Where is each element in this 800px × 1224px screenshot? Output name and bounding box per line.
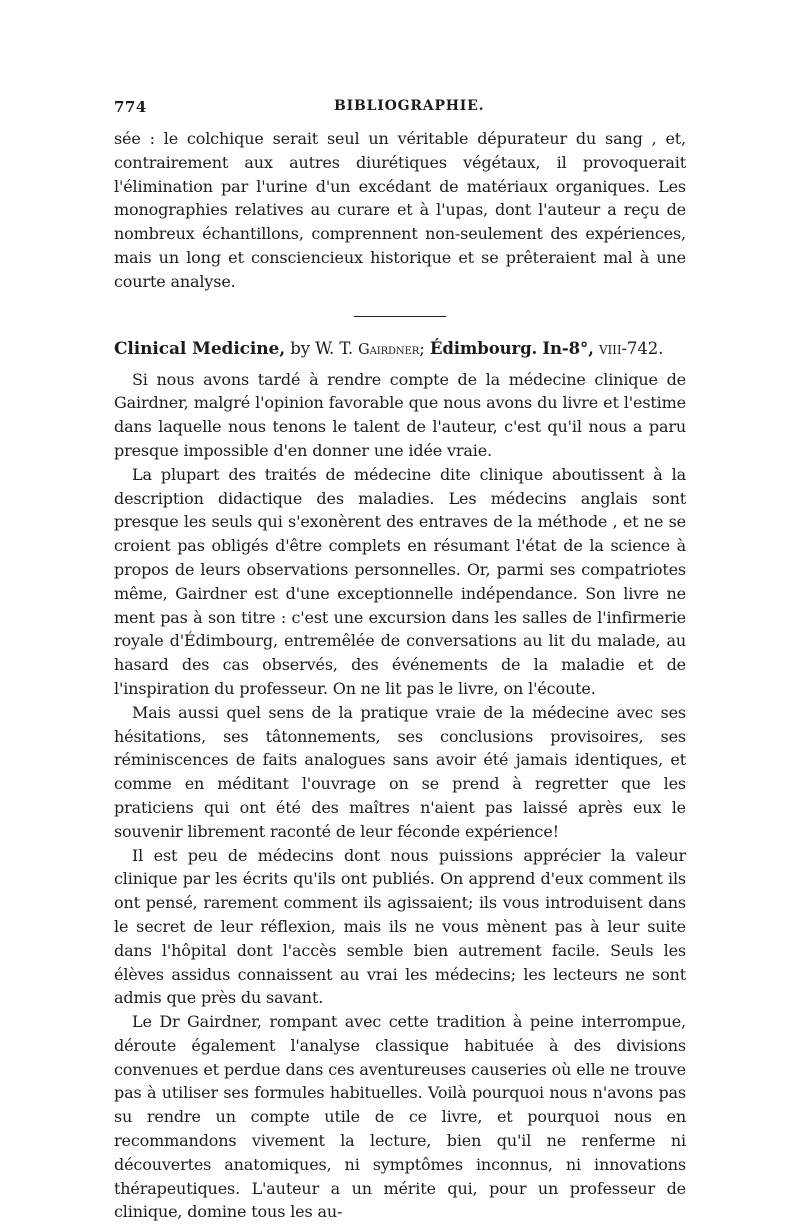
book-page xyxy=(114,98,686,1224)
review-heading xyxy=(114,337,686,362)
running-head xyxy=(114,98,686,122)
body-paragraph: Mais aussi quel sens de la pratique vraie de la médecine avec ses hésitations, ses tâtonnements, ses conclusions provisoires, ses réminiscences de faits analogues sans avoir été jamais identiques, et comme en méditant l'ouvrage on se prend à regretter que les praticiens qui ont été des maîtres n'aient pas laissé après eux le souvenir librement raconté de leur féconde expérience! xyxy=(114,702,686,841)
book-format: In-8°, xyxy=(542,338,594,358)
publication-place: Édimbourg. xyxy=(429,338,538,358)
body-paragraph: La plupart des traités de médecine dite clinique aboutissent à la description didactique des maladies. Les médecins anglais sont presque les seuls qui s'exonèrent des entraves de la méthode , et ne se croient pas obligés d'être complets en résumant l'état de la science à propos de leurs observations personnelles. Or, parmi ses compatriotes même, Gairdner est d'une exceptionnelle indépendance. Son livre ne ment pas à son titre : c'est une excursion dans les salles de l'infirmerie royale d'Édimbourg, entremêlée de conversations au lit du malade, au hasard des cas observés, des événements de la maladie et de l'inspiration du professeur. On ne lit pas le livre, on l'écoute. xyxy=(114,464,686,698)
continuation-paragraph: sée : le colchique serait seul un véritable dépurateur du sang , et, contrairement aux autres diurétiques végétaux, il provoquerait l'élimination par l'urine d'un excédant de matériaux organiques. Les monographies relatives au curare et à l'upas, dont l'auteur a reçu de nombreux échantillons, comprennent non-seulement des expériences, mais un long et consciencieux historique et se prêteraient mal à une courte analyse. xyxy=(114,129,686,291)
page-number: 774 xyxy=(114,98,147,116)
review-by: by W. T. xyxy=(290,338,353,358)
reviewed-book-title: Clinical Medicine, xyxy=(114,338,286,359)
section-divider xyxy=(354,316,446,317)
body-paragraph: Il est peu de médecins dont nous puissions apprécier la valeur clinique par les écrits qu'ils ont publiés. On apprend d'eux comment ils ont pensé, rarement comment ils agissaient; ils vous introduisent dans le secret de leur réflexion, mais ils ne vous mènent pas à leur suite dans l'hôpital dont l'accès semble bien autrement facile. Seuls les élèves assidus connaissent au vrai les médecins; les lecteurs ne sont admis que près du savant. xyxy=(114,845,686,1008)
reviewed-author: Gairdner xyxy=(358,341,420,358)
body-paragraph: Si nous avons tardé à rendre compte de la médecine clinique de Gairdner, malgré l'opinion favorable que nous avons du livre et l'estime dans laquelle nous tenons le talent de l'auteur, c'est qu'il nous a paru presque impossible d'en donner une idée vraie. xyxy=(114,369,686,460)
heading-separator: ; xyxy=(419,338,425,358)
body-paragraph: Le Dr Gairdner, rompant avec cette tradition à peine interrompue, déroute également l'analyse classique habituée à des divisions convenues et perdue dans ces aventureuses causeries où elle ne trouve pas à utiliser ses formules habituelles. Voilà pourquoi nous n'avons pas su rendre un compte utile de ce livre, et pourquoi nous en recommandons vivement la lecture, bien qu'il ne renferme ni découvertes anatomiques, ni symptômes inconnus, ni innovations thérapeutiques. L'auteur a un mérite qui, pour un professeur de clinique, domine tous les au- xyxy=(114,1012,686,1222)
page-count: viii-742. xyxy=(598,338,664,358)
running-title: BIBLIOGRAPHIE. xyxy=(334,98,485,114)
